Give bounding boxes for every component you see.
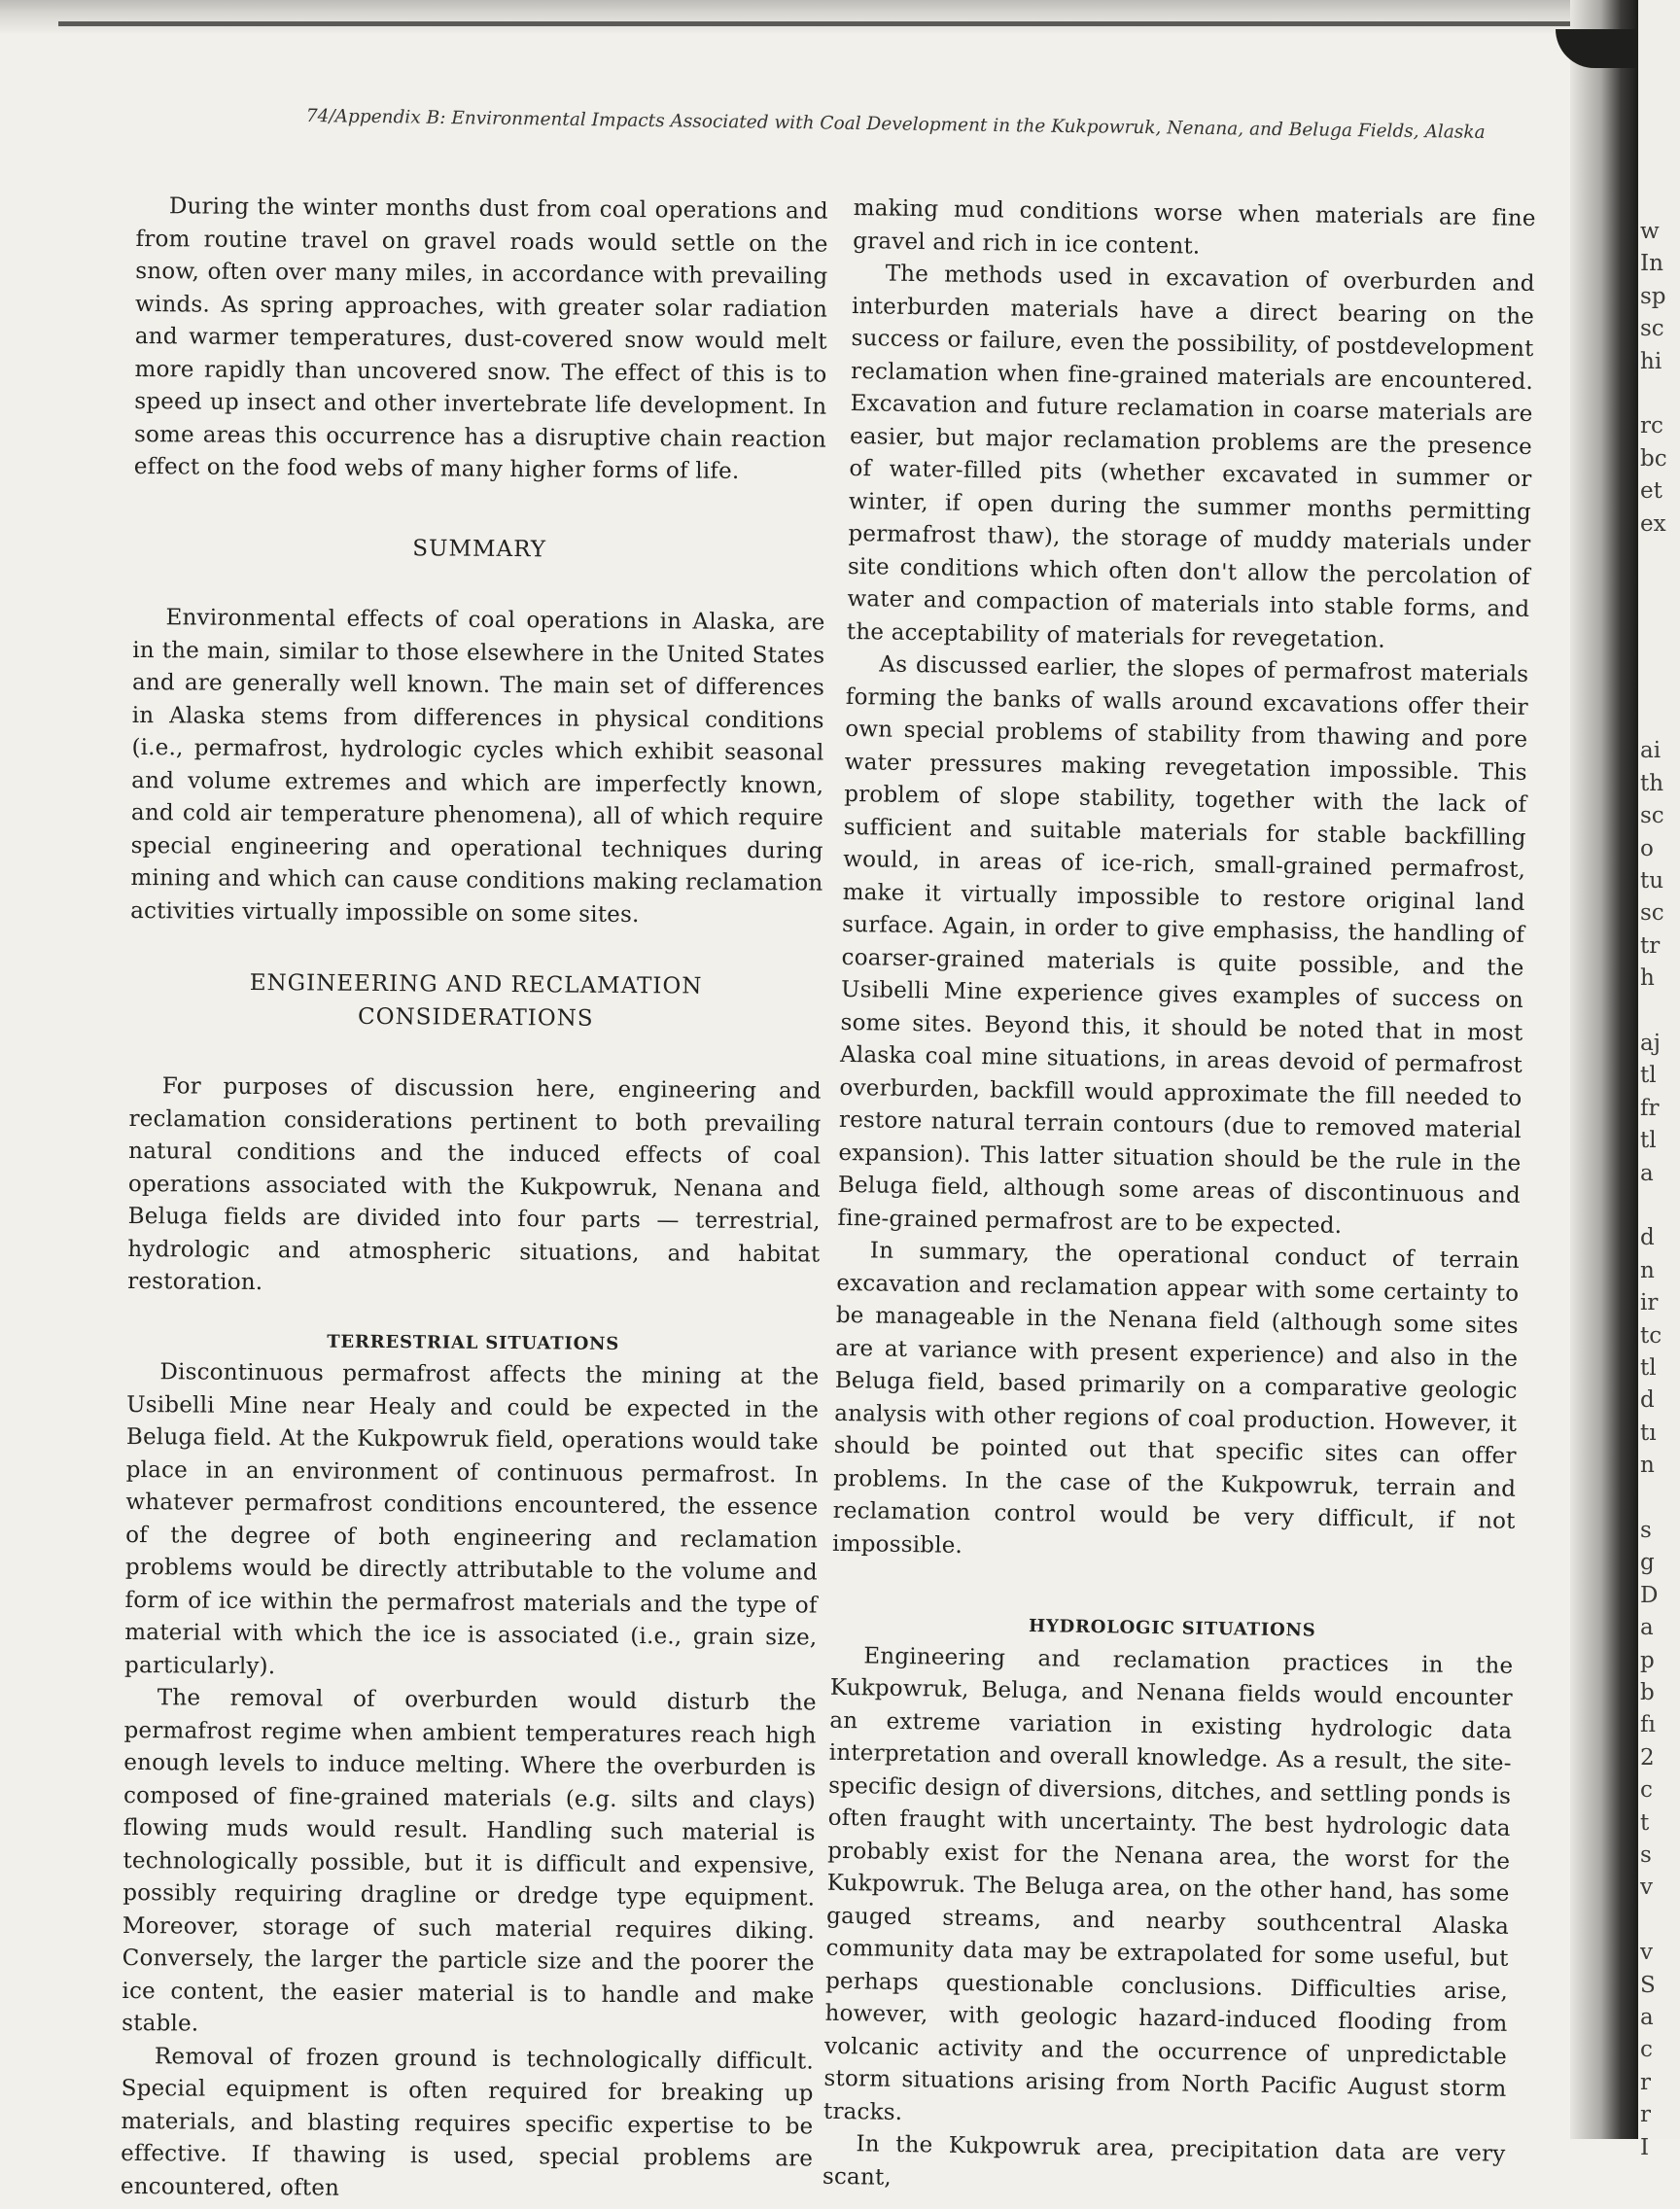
adjacent-page-fragment: S [1640, 1972, 1656, 1998]
adjacent-page-fragment: s [1640, 1842, 1652, 1868]
hydrologic-paragraph-2: In the Kukpowruk area, precipitation data are very scant, [822, 2131, 1506, 2191]
intro-paragraph: During the winter months dust from coal operations and from routine travel on gravel roads would settle on the snow, often over many miles, in accordance with prevailing winds. As spring approaches, with greater solar radiation and warmer temperatures, dust-covered snow would melt more rapidly than uncovered snow. The effect of this is to speed up insect and other invertebrate life development. In some areas this occurrence has a disruptive chain reaction effect on the food webs of many higher forms of life. [133, 193, 828, 484]
adjacent-page-fragment: fı [1640, 1712, 1656, 1738]
left-column [121, 191, 828, 2209]
adjacent-page-fragment: v [1640, 1940, 1653, 1966]
adjacent-page-fragment: c [1640, 2037, 1653, 2063]
terrestrial-paragraph-1: Discontinuous permafrost affects the mining at the Usibelli Mine near Healy and could be expected in the Beluga field. At the Kukpowruk field, operations would take place in an environment of continuous permafrost. In whatever permafrost conditions encountered, the essence of the degree of both engineering and reclamation problems would be directly attributable to the volume and form of ice within the permafrost materials and the type of material with which the ice is associated (i.e., grain size, particularly). [123, 1359, 820, 1679]
adjacent-page-fragment: tl [1640, 1355, 1657, 1381]
adjacent-page-fragment: h [1640, 965, 1655, 992]
adjacent-page-fragment: r [1640, 2102, 1651, 2128]
adjacent-page-fragment: sc [1640, 316, 1664, 342]
adjacent-page-sliver [1638, 0, 1680, 2160]
adjacent-page-fragment: sp [1640, 283, 1666, 309]
adjacent-page-fragment: w [1640, 219, 1660, 244]
adjacent-page-fragment: sc [1640, 900, 1664, 927]
adjacent-page-fragment: b [1640, 1680, 1655, 1705]
engineering-paragraph: For purposes of discussion here, engineering and reclamation considerations pertinent to both prevailing natural conditions and the induced effects of coal operations associated with the Kukpowruk, Nenana and Beluga fields are divided into four parts — terrestrial, hydrologic and atmospheric situations, and habitat restoration. [127, 1073, 822, 1296]
hydrologic-heading: HYDROLOGIC SITUATIONS [1028, 1616, 1316, 1641]
top-rule [58, 21, 1575, 26]
terrestrial-paragraph-2: The removal of overburden would disturb the permafrost regime when ambient temperatures reach high enough levels to induce melting. Where the overburden is composed of fine-grained materials (e.g. silts and clays) flowing muds would result. Handling such material is technologically possible, but it is difficult and expensive, possibly requiring dragline or dredge type equipment. Moreover, storage of such material requires diking. Conversely, the larger the particle size and the poorer the ice content, the easier material is to handle and make stable. [122, 1685, 817, 2037]
adjacent-page-fragment: g [1640, 1550, 1655, 1576]
adjacent-page-fragment: p [1640, 1647, 1655, 1673]
adjacent-page-fragment: s [1640, 1518, 1652, 1543]
book-gutter-shadow [1570, 0, 1638, 2139]
adjacent-page-fragment: v [1640, 1875, 1653, 1901]
adjacent-page-fragment: et [1640, 478, 1662, 505]
adjacent-page-fragment: sc [1640, 803, 1664, 829]
adjacent-page-fragment: tı [1640, 1420, 1657, 1446]
adjacent-page-fragment: tl [1640, 1128, 1657, 1154]
adjacent-page-fragment: th [1640, 770, 1664, 796]
adjacent-page-fragment: fr [1640, 1095, 1660, 1121]
page-top-shadow [0, 0, 1680, 33]
terrestrial-paragraph-3: Removal of frozen ground is technologically difficult. Special equipment is often required for breaking up materials, and blasting requires specific expertise to be effective. If thawing is used, special problems are encountered, often [120, 2043, 815, 2201]
hydrologic-paragraph-1: Engineering and reclamation practices in the Kukpowruk, Beluga, and Nenana fields would encounter an extreme variation in existing hydrologic data interpretation and overall knowledge. As a result, the site-specific design of diversions, ditches, and settling ponds is often fraught with uncertainty. The best hydrologic data probably exist for the Nenana area, the worst for the Kukpowruk. The Beluga area, on the other hand, has some gauged streams, and nearby southcentral Alaska community data may be extrapolated for some useful, but perhaps questionable conclusions. Difficulties arise, however, with geologic hazard-induced flooding from volcanic activity and the occurrence of unpredictable storm situations arising from North Pacific August storm tracks. [822, 1642, 1514, 2125]
adjacent-page-fragment: I [1640, 2134, 1650, 2160]
adjacent-page-fragment: ai [1640, 738, 1662, 764]
slopes-paragraph: As discussed earlier, the slopes of permafrost materials forming the banks of walls around excavations offer their own special problems of stability from thawing and pore water pressures making revegetation impossible. This problem of slope stability, together with the lack of sufficient and suitable materials for stable backfilling would, in areas of ice-rich, small-grained permafrost, make it virtually impossible to restore original land surface. Again, in order to give emphasiss, the handling of coarser-grained materials is quite possible, and the Usibelli Mine experience gives examples of success on some sites. Beyond this, it should be noted that in most Alaska coal mine situations, in areas devoid of permafrost overburden, backfill would approximate the fill needed to restore natural terrain contours (due to removed material expansion). This latter situation should be the rule in the Beluga field, although some areas of discontinuous and fine-grained permafrost are to be expected. [837, 651, 1529, 1239]
adjacent-page-fragment: o [1640, 835, 1654, 861]
terrain-summary-paragraph: In summary, the operational conduct of terrain excavation and reclamation appear with some certainty to be manageable in the Nenana field (although some sites are at variance with present experience) and also in the Beluga field, based primarily on a comparative geologic analysis with other regions of coal production. However, it should be pointed out that specific sites can offer problems. In the case of the Kukpowruk, terrain and reclamation control would be very difficult, if not impossible. [831, 1238, 1521, 1559]
adjacent-page-fragment: hi [1640, 348, 1662, 374]
adjacent-page-fragment: tl [1640, 1063, 1657, 1089]
adjacent-page-fragment: t [1640, 1809, 1650, 1836]
summary-paragraph: Environmental effects of coal operations in Alaska, are in the main, similar to those elsewhere in the United States and are generally well known. The main set of differences in Alaska stems from differences in physical conditions (i.e., permafrost, hydrologic cycles which exhibit seasonal and volume extremes and which are imperfectly known, and cold air temperature phenomena), all of which require special engineering and operational techniques during mining and which can cause conditions making reclamation activities virtually impossible on some sites. [130, 605, 825, 928]
adjacent-page-fragment: r [1640, 2069, 1651, 2095]
engineering-heading: ENGINEERING AND RECLAMATION CONSIDERATIONS [249, 969, 703, 1032]
continuation-paragraph: making mud conditions worse when materials are fine gravel and rich in ice content. [853, 194, 1536, 260]
adjacent-page-fragment: tr [1640, 932, 1661, 959]
adjacent-page-fragment: In [1640, 251, 1663, 277]
methods-paragraph: The methods used in excavation of overburden and interburden materials have a direct bearing on the success or failure, even the possibility, of postdevelopment reclamation when fine-grained materials are encountered. Excavation and future reclamation in coarse materials are easier, but major reclamation problems are the presence of water-filled pits (whether excavated in summer or winter, if open during the summer months permitting permafrost thaw), the storage of muddy materials under site conditions which often don't allow the percolation of water and compaction of materials into stable forms, and the acceptability of materials for revegetation. [846, 261, 1535, 653]
adjacent-page-fragment: a [1640, 1160, 1654, 1186]
adjacent-page-fragment: rc [1640, 413, 1663, 439]
adjacent-page-fragment: n [1640, 1453, 1655, 1479]
adjacent-page-fragment: d [1640, 1387, 1655, 1414]
adjacent-page-fragment: aj [1640, 1031, 1661, 1056]
adjacent-page-fragment: ir [1640, 1290, 1659, 1316]
terrestrial-heading: TERRESTRIAL SITUATIONS [327, 1331, 620, 1354]
adjacent-page-fragment: c [1640, 1777, 1653, 1804]
adjacent-page-fragment: a [1640, 1615, 1654, 1641]
adjacent-page-fragment: bc [1640, 445, 1667, 472]
summary-heading: SUMMARY [412, 535, 547, 562]
adjacent-page-fragment: 2 [1640, 1744, 1655, 1771]
adjacent-page-fragment: tc [1640, 1322, 1662, 1349]
adjacent-page-fragment: D [1640, 1582, 1659, 1608]
adjacent-page-fragment: n [1640, 1257, 1655, 1283]
adjacent-page-fragment: d [1640, 1225, 1655, 1251]
running-header: 74/Appendix B: Environmental Impacts Associated with Coal Development in the Kukpowruk, Nenana, and Beluga Fields, Alaska [305, 106, 1486, 143]
adjacent-page-fragment: a [1640, 2005, 1654, 2030]
adjacent-page-fragment: tu [1640, 868, 1664, 894]
right-column [822, 193, 1536, 2204]
adjacent-page-fragment: ex [1640, 510, 1666, 537]
